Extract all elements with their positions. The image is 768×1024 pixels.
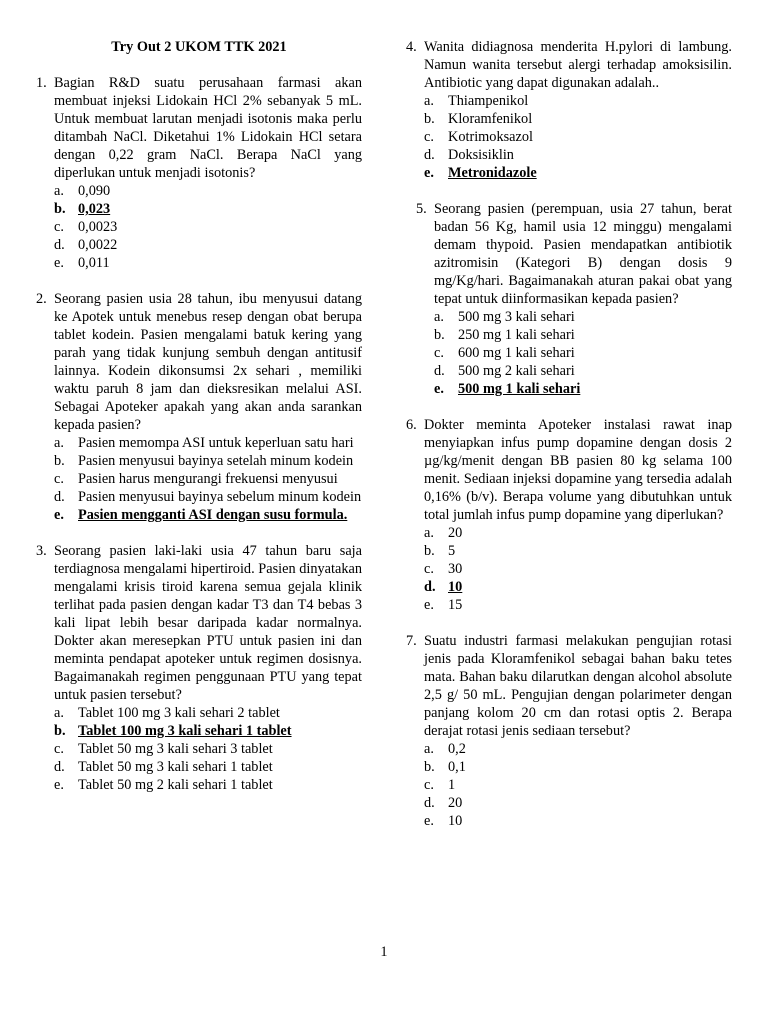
option-e [54, 776, 362, 794]
option-text: 0,1 [448, 759, 466, 775]
option-list [424, 524, 732, 614]
option-text: 5 [448, 543, 456, 559]
option-d [54, 758, 362, 776]
option-text: Pasien menyusui bayinya setelah minum kodein [78, 453, 354, 469]
option-text: 500 mg 3 kali sehari [458, 309, 575, 325]
option-list [54, 704, 362, 794]
option-d [424, 794, 732, 812]
option-letter: c. [54, 471, 64, 487]
option-letter: b. [424, 111, 435, 127]
question-6 [406, 416, 732, 614]
option-text: Doksisiklin [448, 147, 514, 163]
option-text: Pasien mengganti ASI dengan susu formula. [78, 507, 348, 523]
page-number: 1 [380, 944, 388, 960]
question-number: 5. [416, 201, 427, 217]
question-stem: Seorang pasien laki-laki usia 47 tahun baru saja terdiagnosa mengalami hipertiroid. Pasien dinyatakan mengalami krisis tiroid karena semua gejala klinik terlihat pada pasien dengan kadar T3 dan T4 bebas 3 kali lipat lebih besar daripada kadar normalnya. Dokter akan meresepkan PTU untuk pasien ini dan meminta pendapat apoteker untuk regimen dosisnya. Bagaimanakah regimen penggunaan PTU yang tepat untuk pasien tersebut? [54, 543, 362, 703]
option-text: 15 [448, 597, 463, 613]
question-1 [36, 74, 362, 272]
option-d [54, 488, 362, 506]
option-text: Pasien harus mengurangi frekuensi menyusui [78, 471, 338, 487]
option-letter: b. [54, 723, 66, 739]
option-c [424, 776, 732, 794]
option-letter: b. [434, 327, 445, 343]
option-list [424, 92, 732, 182]
option-text: 0,0022 [78, 237, 118, 253]
question-3 [36, 542, 362, 794]
option-d [424, 146, 732, 164]
option-text: Kotrimoksazol [448, 129, 533, 145]
question-stem: Seorang pasien usia 28 tahun, ibu menyusui datang ke Apotek untuk menebus resep dengan obat berupa tablet kodein. Pasien mengalami batuk kering yang parah yang tidak kunjung sembuh dengan antitusif lainnya. Kodein dikonsumsi 2x sehari , memiliki waktu paruh 8 jam dan dieksresikan melalui ASI. Sebagai Apoteker apakah yang akan anda sarankan kepada pasien? [54, 291, 362, 433]
option-letter: e. [54, 777, 64, 793]
option-text: 20 [448, 795, 463, 811]
right-column [406, 38, 732, 830]
option-text: Tablet 100 mg 3 kali sehari 2 tablet [78, 705, 280, 721]
question-number: 3. [36, 543, 47, 559]
option-letter: c. [54, 741, 64, 757]
option-letter: a. [434, 309, 444, 325]
option-letter: c. [434, 345, 444, 361]
option-text: Kloramfenikol [448, 111, 533, 127]
option-text: 1 [448, 777, 456, 793]
option-list [54, 182, 362, 272]
option-a [434, 308, 732, 326]
option-text: 500 mg 2 kali sehari [458, 363, 575, 379]
question-2 [36, 290, 362, 524]
option-e-answer [434, 380, 732, 398]
option-letter: a. [424, 93, 434, 109]
option-text: 0,2 [448, 741, 466, 757]
option-letter: e. [434, 381, 444, 397]
question-4 [406, 38, 732, 182]
option-c [54, 218, 362, 236]
question-stem: Bagian R&D suatu perusahaan farmasi akan membuat injeksi Lidokain HCl 2% sebanyak 5 mL. Untuk membuat larutan menjadi isotonis maka perlu ditambah NaCl. Diketahui 1% Lidokain HCl setara dengan 0,22 gram NaCl. Berapa NaCl yang diperlukan untuk menjadi isotonis? [54, 75, 362, 181]
option-letter: a. [54, 183, 64, 199]
option-letter: d. [424, 579, 436, 595]
option-b [434, 326, 732, 344]
option-e-answer [54, 506, 362, 524]
option-text: 600 mg 1 kali sehari [458, 345, 575, 361]
option-text: 0,023 [78, 201, 111, 217]
option-b [424, 110, 732, 128]
option-text: Thiampenikol [448, 93, 529, 109]
question-number: 7. [406, 633, 417, 649]
option-d [434, 362, 732, 380]
option-letter: c. [424, 777, 434, 793]
option-text: 10 [448, 813, 463, 829]
option-text: Tablet 100 mg 3 kali sehari 1 tablet [78, 723, 292, 739]
option-letter: a. [424, 741, 434, 757]
option-text: Metronidazole [448, 165, 537, 181]
option-letter: d. [54, 237, 65, 253]
option-a [424, 524, 732, 542]
option-letter: a. [424, 525, 434, 541]
option-letter: e. [54, 255, 64, 271]
question-7 [406, 632, 732, 830]
option-c [434, 344, 732, 362]
option-letter: d. [424, 795, 435, 811]
option-letter: b. [424, 759, 435, 775]
option-b [424, 542, 732, 560]
option-text: Tablet 50 mg 3 kali sehari 3 tablet [78, 741, 273, 757]
option-list [434, 308, 732, 398]
option-letter: d. [434, 363, 445, 379]
option-letter: a. [54, 705, 64, 721]
option-b [54, 452, 362, 470]
option-letter: d. [54, 489, 65, 505]
left-column [36, 38, 362, 794]
option-a [54, 434, 362, 452]
option-b-answer [54, 200, 362, 218]
option-text: 10 [448, 579, 463, 595]
question-number: 1. [36, 75, 47, 91]
option-e [424, 596, 732, 614]
option-list [424, 740, 732, 830]
option-letter: c. [424, 561, 434, 577]
option-list [54, 434, 362, 524]
option-c [424, 560, 732, 578]
option-letter: e. [424, 597, 434, 613]
option-e [424, 812, 732, 830]
question-number: 4. [406, 39, 417, 55]
option-text: 30 [448, 561, 463, 577]
option-letter: e. [424, 165, 434, 181]
option-b [424, 758, 732, 776]
option-a [54, 182, 362, 200]
option-letter: b. [424, 543, 435, 559]
option-d-answer [424, 578, 732, 596]
option-text: Pasien menyusui bayinya sebelum minum kodein [78, 489, 362, 505]
option-text: 0,011 [78, 255, 110, 271]
option-c [54, 470, 362, 488]
option-letter: e. [54, 507, 64, 523]
question-number: 6. [406, 417, 417, 433]
option-a [424, 92, 732, 110]
option-text: 500 mg 1 kali sehari [458, 381, 581, 397]
question-stem: Dokter meminta Apoteker instalasi rawat inap menyiapkan infus pump dopamine dengan dosis 2 µg/kg/menit dengan BB pasien 80 kg selama 100 menit. Sediaan injeksi dopamine yang tersedia adalah 0,16% (b/v). Berapa volume yang dibutuhkan untuk total jumlah infus pump dopamine yang diperlukan? [424, 417, 732, 523]
option-c [54, 740, 362, 758]
question-5 [406, 200, 732, 398]
option-letter: c. [424, 129, 434, 145]
option-text: Tablet 50 mg 2 kali sehari 1 tablet [78, 777, 273, 793]
question-stem: Seorang pasien (perempuan, usia 27 tahun, berat badan 56 Kg, hamil usia 12 minggu) mengalami demam thypoid. Pasien mendapatkan antibiotik azitromisin (Kategori B) dengan dosis 9 mg/Kg/hari. Bagaimanakah aturan pakai obat yang tepat untuk diinformasikan kepada pasien? [434, 201, 732, 307]
option-b-answer [54, 722, 362, 740]
option-letter: b. [54, 453, 65, 469]
question-stem: Wanita didiagnosa menderita H.pylori di lambung. Namun wanita tersebut alergi terhadap amoksisilin. Antibiotic yang dapat digunakan adalah.. [424, 39, 732, 91]
document-title: Try Out 2 UKOM TTK 2021 [111, 39, 287, 55]
option-c [424, 128, 732, 146]
option-text: 0,090 [78, 183, 111, 199]
option-a [54, 704, 362, 722]
option-text: 250 mg 1 kali sehari [458, 327, 575, 343]
option-text: Tablet 50 mg 3 kali sehari 1 tablet [78, 759, 273, 775]
question-stem: Suatu industri farmasi melakukan pengujian rotasi jenis pada Kloramfenikol sebagai bahan baku tetes mata. Bahan baku dilarutkan dengan alcohol absolute 2,5 g/ 50 mL. Pengujian dengan polarimeter dengan panjang kolom 20 cm dan rotasi optis 2. Berapa derajat rotasi jenis sediaan tersebut? [424, 633, 732, 739]
option-letter: a. [54, 435, 64, 451]
option-d [54, 236, 362, 254]
option-letter: c. [54, 219, 64, 235]
option-e-answer [424, 164, 732, 182]
option-text: Pasien memompa ASI untuk keperluan satu hari [78, 435, 354, 451]
option-text: 0,0023 [78, 219, 118, 235]
option-a [424, 740, 732, 758]
option-text: 20 [448, 525, 463, 541]
option-letter: d. [424, 147, 435, 163]
option-e [54, 254, 362, 272]
question-number: 2. [36, 291, 47, 307]
option-letter: b. [54, 201, 66, 217]
option-letter: d. [54, 759, 65, 775]
option-letter: e. [424, 813, 434, 829]
